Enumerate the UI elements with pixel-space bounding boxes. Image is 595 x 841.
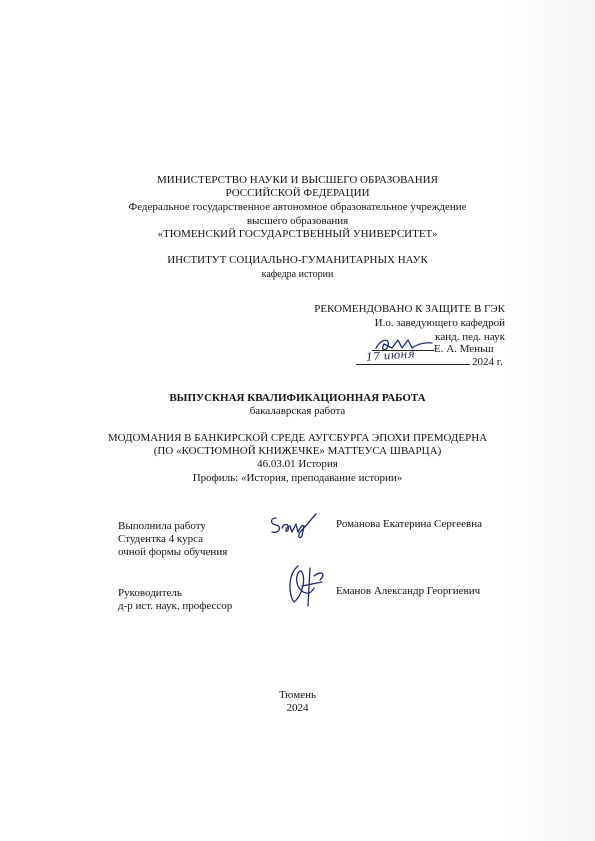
approval-year: 2024 г.	[472, 356, 503, 368]
student-signature	[268, 510, 320, 540]
ministry-line-1: МИНИСТЕРСТВО НАУКИ И ВЫСШЕГО ОБРАЗОВАНИЯ	[157, 174, 438, 186]
institution-type-line: Федеральное государственное автономное образовательное учреждение	[128, 201, 467, 213]
supervisor-name: Еманов Александр Георгиевич	[336, 585, 481, 597]
approval-name: Е. А. Меньш	[434, 343, 494, 355]
supervisor-label-2: д-р ист. наук, профессор	[118, 600, 233, 612]
student-name: Романова Екатерина Сергеевна	[336, 518, 483, 530]
department-name: кафедра истории	[261, 269, 334, 280]
student-label-1: Выполнила работу	[118, 520, 206, 532]
supervisor-signature	[284, 562, 328, 610]
work-title-line-1: МОДОМАНИЯ В БАНКИРСКОЙ СРЕДЕ АУГСБУРГА ЭПОХИ ПРЕМОДЕРНА	[107, 432, 488, 444]
institute-name: ИНСТИТУТ СОЦИАЛЬНО-ГУМАНИТАРНЫХ НАУК	[167, 254, 428, 266]
education-level-line: высшего образования	[246, 215, 349, 227]
student-label-3: очной формы обучения	[118, 546, 228, 558]
work-type: ВЫПУСКНАЯ КВАЛИФИКАЦИОННАЯ РАБОТА	[169, 392, 426, 404]
city: Тюмень	[279, 689, 316, 701]
approval-title: РЕКОМЕНДОВАНО К ЗАЩИТЕ В ГЭК	[314, 303, 505, 315]
study-profile: Профиль: «История, преподавание истории»	[192, 472, 403, 484]
approval-degree: канд. пед. наук	[435, 331, 505, 343]
student-label-2: Студентка 4 курса	[118, 533, 203, 545]
work-subtype: бакалаврская работа	[249, 405, 346, 417]
specialty-code: 46.03.01 История	[257, 458, 338, 470]
year: 2024	[286, 702, 309, 714]
ministry-line-2: РОССИЙСКОЙ ФЕДЕРАЦИИ	[225, 187, 370, 199]
approval-position: И.о. заведующего кафедрой	[374, 317, 505, 329]
approval-handwritten-date: 17 июня	[365, 347, 416, 364]
work-title-line-2: (ПО «КОСТЮМНОЙ КНИЖЕЧКЕ» МАТТЕУСА ШВАРЦА)	[153, 445, 442, 457]
university-name: «ТЮМЕНСКИЙ ГОСУДАРСТВЕННЫЙ УНИВЕРСИТЕТ»	[157, 228, 438, 240]
supervisor-label-1: Руководитель	[118, 587, 182, 599]
approval-date-line	[356, 364, 470, 365]
